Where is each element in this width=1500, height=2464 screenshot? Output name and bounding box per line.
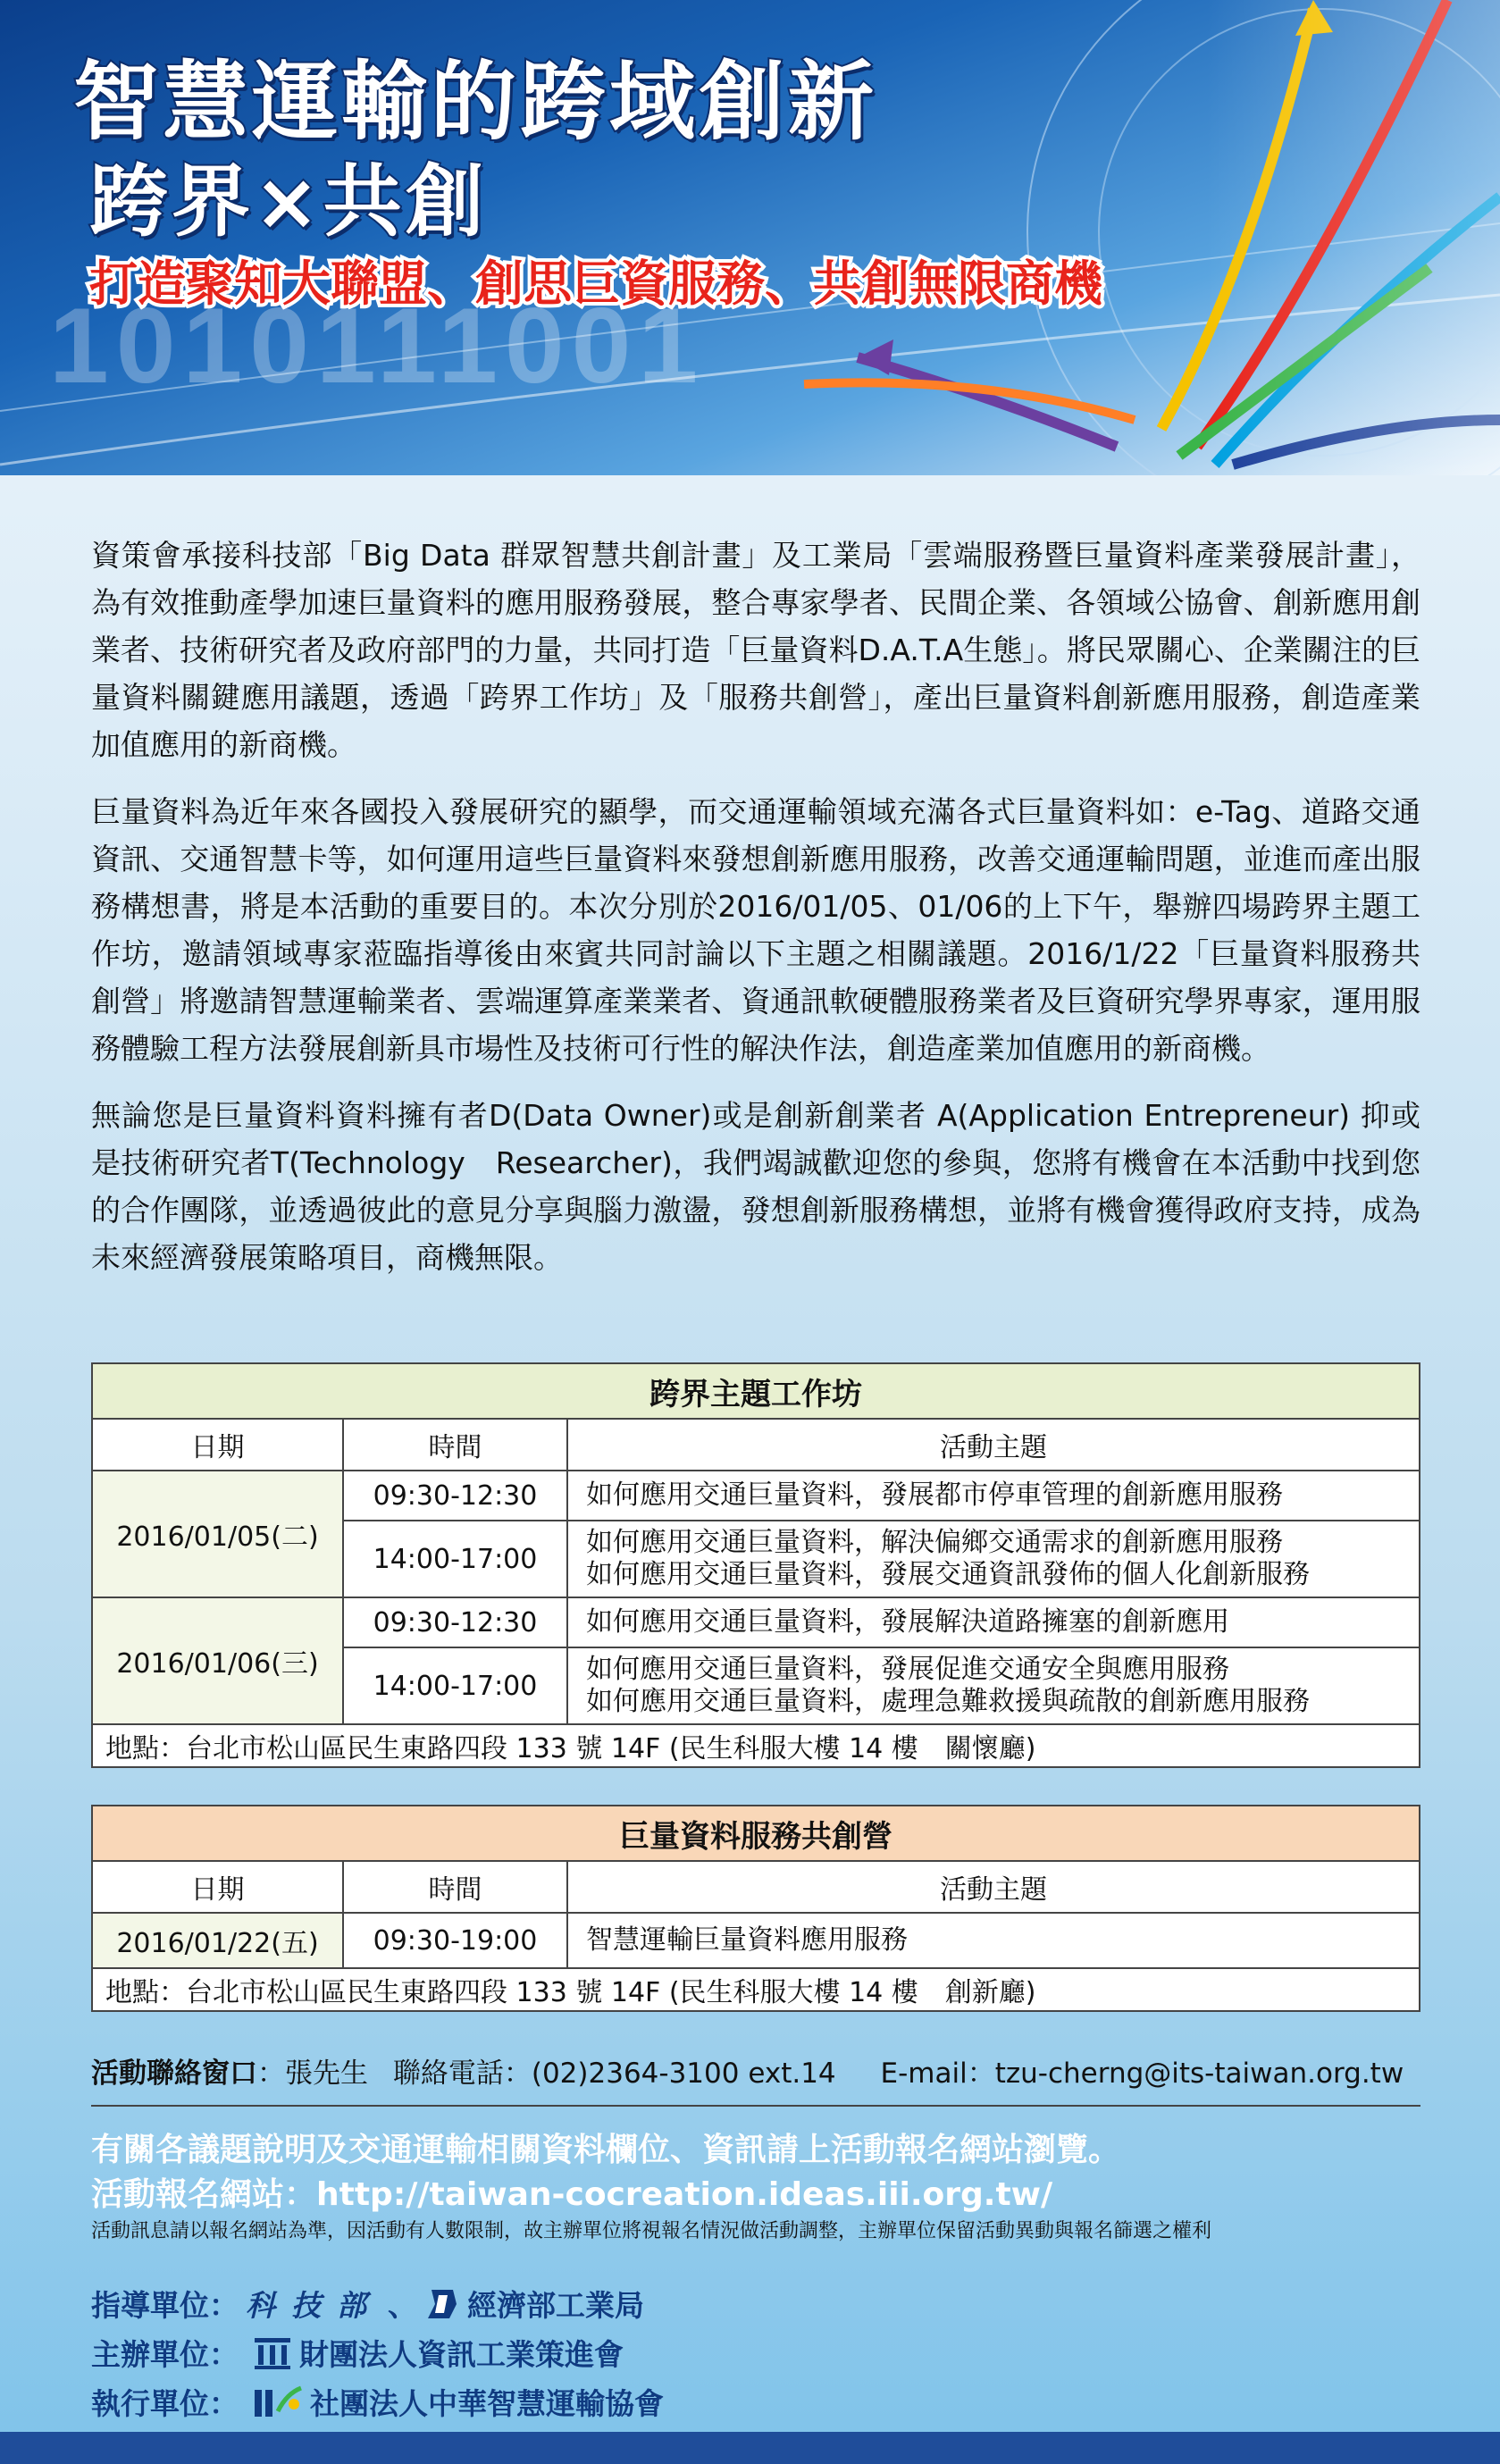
tagline: 打造聚知大聯盟、創思巨資服務、共創無限商機 <box>89 256 1102 312</box>
banner <box>0 0 1500 475</box>
day-date: 2016/01/06(三) <box>92 1597 343 1724</box>
camp-location: 地點：台北市松山區民生東路四段 133 號 14F (民生科服大樓 14 樓 創新廳) <box>92 1968 1420 2011</box>
footer-bar <box>0 2432 1500 2464</box>
org-separator: 、 <box>388 2288 417 2323</box>
phone-label: 聯絡電話 <box>392 2058 504 2090</box>
session-time: 14:00-17:00 <box>343 1647 567 1724</box>
host-name: 財團法人資訊工業策進會 <box>299 2337 624 2372</box>
session-topic: 如何應用交通巨量資料，發展都市停車管理的創新應用服務 <box>567 1471 1420 1521</box>
main-subtitle: 跨界×共創 <box>89 155 488 247</box>
host-org-row <box>91 2332 624 2374</box>
intro-paragraph-1: 資策會承接科技部「Big Data 群眾智慧共創計畫」及工業局「雲端服務暨巨量資料產業發展計畫」，為有效推動產學加速巨量資料的應用服務發展，整合專家學者、民間企業、各領域公協會、創新應用創業者、技術研究者及政府部門的力量，共同打造「巨量資料D.A.T.A生態」。將民眾關心、企業關注的巨量資料關鍵應用議題，透過「跨界工作坊」及「服務共創營」，產出巨量資料創新應用服務，創造產業加值應用的新商機。 <box>91 538 1420 762</box>
camp-title: 巨量資料服務共創營 <box>92 1806 1420 1861</box>
divider <box>91 2105 1420 2107</box>
col-date: 日期 <box>92 1419 343 1471</box>
workshop-table <box>91 1362 1420 1768</box>
col-date: 日期 <box>92 1861 343 1913</box>
session-time: 09:30-12:30 <box>343 1471 567 1521</box>
phone-number: ：(02)2364-3100 ext.14 <box>503 2058 836 2090</box>
day-date: 2016/01/05(二) <box>92 1471 343 1597</box>
intro-text <box>91 532 1420 1301</box>
table-header-row <box>92 1861 1420 1913</box>
session-time: 09:30-12:30 <box>343 1597 567 1647</box>
session-topic <box>567 1647 1420 1724</box>
registration-link[interactable]: 活動報名網站：http://taiwan-cocreation.ideas.iii.org.tw/ <box>91 2176 1053 2213</box>
col-topic: 活動主題 <box>567 1861 1420 1913</box>
intro-paragraph-3: 無論您是巨量資料資料擁有者D(Data Owner)或是創新創業者 A(Application Entrepreneur) 抑或是技術研究者T(Technology Researcher)，我們竭誠歡迎您的參與，您將有機會在本活動中找到您的合作團隊，並透過彼此的意見分享與腦力激盪，發想創新服務構想，並將有機會獲得政府支持，成為未來經濟發展策略項目，商機無限。 <box>91 1098 1420 1275</box>
topic-line: 如何應用交通巨量資料，發展促進交通安全與應用服務 <box>586 1654 1229 1685</box>
email-label: E-mail <box>880 2058 968 2090</box>
workshop-title: 跨界主題工作坊 <box>92 1363 1420 1419</box>
topic-line: 如何應用交通巨量資料，處理急難救援與疏散的創新應用服務 <box>586 1686 1310 1717</box>
guide-label: 指導單位： <box>91 2288 239 2323</box>
host-label: 主辦單位： <box>91 2337 239 2372</box>
table-row <box>92 1471 1420 1521</box>
iii-logo-icon <box>253 2336 292 2370</box>
most-logo-text: 科技部 <box>246 2288 382 2323</box>
its-logo-icon <box>253 2384 303 2420</box>
guide-org-row <box>91 2283 644 2325</box>
col-topic: 活動主題 <box>567 1419 1420 1471</box>
camp-date: 2016/01/22(五) <box>92 1913 343 1968</box>
topic-line: 如何應用交通巨量資料，發展交通資訊發佈的個人化創新服務 <box>586 1559 1310 1590</box>
moea-name: 經濟部工業局 <box>467 2288 644 2323</box>
contact-person: ：張先生 <box>257 2058 368 2090</box>
exec-org-row <box>91 2381 664 2423</box>
camp-topic: 智慧運輸巨量資料應用服務 <box>567 1913 1420 1968</box>
exec-name: 社團法人中華智慧運輸協會 <box>310 2386 664 2421</box>
col-time: 時間 <box>343 1861 567 1913</box>
camp-time: 09:30-19:00 <box>343 1913 567 1968</box>
workshop-location: 地點：台北市松山區民生東路四段 133 號 14F (民生科服大樓 14 樓 關懷廳) <box>92 1724 1420 1767</box>
table-row <box>92 1913 1420 1968</box>
main-title: 智慧運輸的跨域創新 <box>73 52 877 152</box>
disclaimer-note: 活動訊息請以報名網站為準，因活動有人數限制，故主辦單位將視報名情況做活動調整，主辦單位保留活動異動與報名篩選之權利 <box>91 2220 1212 2242</box>
exec-label: 執行單位： <box>91 2386 239 2421</box>
contact-label: 活動聯絡窗口 <box>91 2058 257 2090</box>
table-row <box>92 1597 1420 1647</box>
col-time: 時間 <box>343 1419 567 1471</box>
session-topic: 如何應用交通巨量資料，發展解決道路擁塞的創新應用 <box>567 1597 1420 1647</box>
contact-line <box>91 2050 1420 2091</box>
session-topic <box>567 1521 1420 1597</box>
email-address[interactable]: ：tzu-cherng@its-taiwan.org.tw <box>967 2058 1404 2090</box>
intro-paragraph-2: 巨量資料為近年來各國投入發展研究的顯學，而交通運輸領域充滿各式巨量資料如：e-Tag、道路交通資訊、交通智慧卡等，如何運用這些巨量資料來發想創新應用服務，改善交通運輸問題，並進而產出服務構想書，將是本活動的重要目的。本次分別於2016/01/05、01/06的上下午，舉辦四場跨界主題工作坊，邀請領域專家蒞臨指導後由來賓共同討論以下主題之相關議題。2016/1/22「巨量資料服務共創營」將邀請智慧運輸業者、雲端運算產業業者、資通訊軟硬體服務業者及巨資研究學界專家，運用服務體驗工程方法發展創新具市場性及技術可行性的解決作法，創造產業加值應用的新商機。 <box>91 794 1420 1066</box>
table-header-row <box>92 1419 1420 1471</box>
info-line: 有關各議題說明及交通運輸相關資料欄位、資訊請上活動報名網站瀏覽。 <box>91 2132 1121 2168</box>
camp-table <box>91 1805 1420 2012</box>
binary-decoration: 1010111001 <box>49 286 706 406</box>
topic-line: 如何應用交通巨量資料，解決偏鄉交通需求的創新應用服務 <box>586 1527 1283 1558</box>
session-time: 14:00-17:00 <box>343 1521 567 1597</box>
moea-logo-icon <box>424 2286 460 2322</box>
